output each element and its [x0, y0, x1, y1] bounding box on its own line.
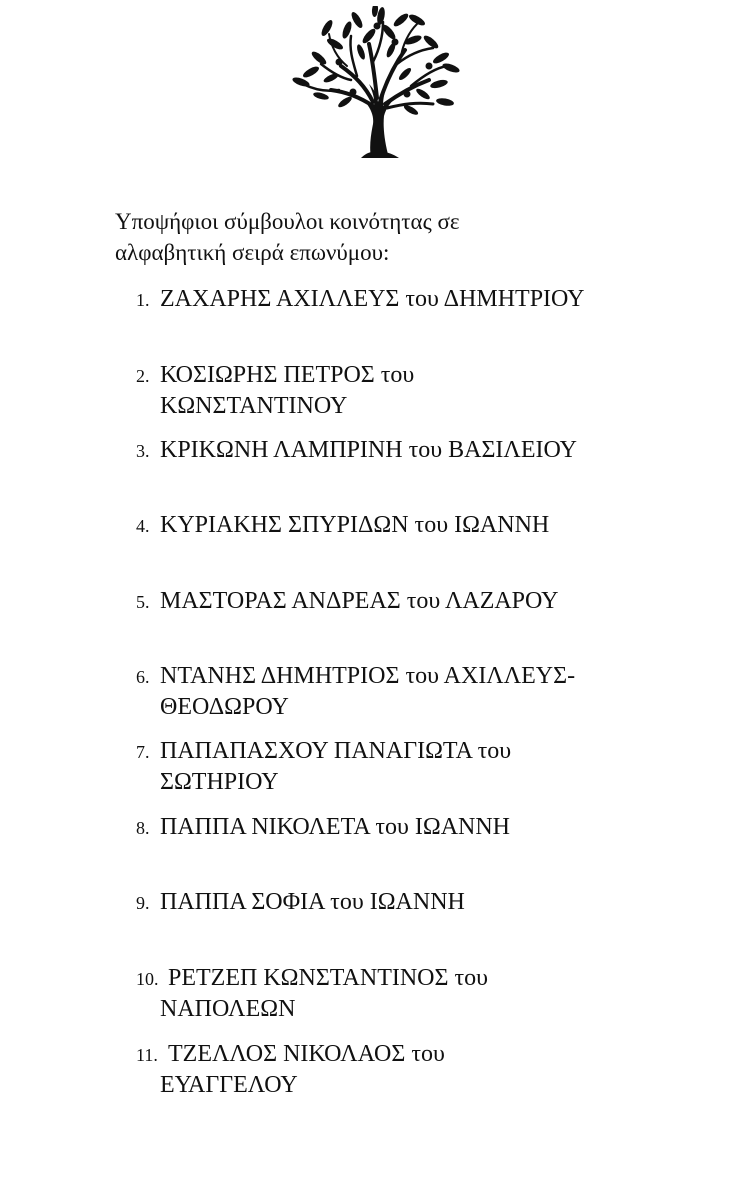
intro-line-2: αλφαβητική σειρά επωνύμου: [115, 240, 390, 265]
list-item-name: ΚΡΙΚΩΝΗ ΛΑΜΠΡΙΝΗ του ΒΑΣΙΛΕΙΟΥ [160, 437, 577, 463]
list-item-name: ΠΑΠΠΑ ΣΟΦΙΑ του ΙΩΑΝΝΗ [160, 889, 465, 915]
list-item-number: 7. [136, 742, 150, 762]
list-item-name-continued: ΝΑΠΟΛΕΩΝ [160, 996, 296, 1022]
list-item-number: 11. [136, 1045, 158, 1065]
list-item-number: 1. [136, 290, 150, 310]
list-item-name-continued: ΚΩΝΣΤΑΝΤΙΝΟΥ [160, 393, 348, 419]
list-item-name: ΜΑΣΤΟΡΑΣ ΑΝΔΡΕΑΣ του ΛΑΖΑΡΟΥ [160, 588, 559, 614]
list-item-name: ΝΤΑΝΗΣ ΔΗΜΗΤΡΙΟΣ του ΑΧΙΛΛΕΥΣ- [160, 663, 576, 689]
list-item-number: 9. [136, 893, 150, 913]
list-item-name: ΡΕΤΖΕΠ ΚΩΝΣΤΑΝΤΙΝΟΣ του [168, 965, 489, 991]
list-item-name: ΤΖΕΛΛΟΣ ΝΙΚΟΛΑΟΣ του [168, 1041, 445, 1067]
list-item-number: 6. [136, 667, 150, 687]
list-item-name-continued: ΣΩΤΗΡΙΟΥ [160, 769, 279, 795]
list-item-number: 4. [136, 516, 150, 536]
intro-line-1: Υποψήφιοι σύμβουλοι κοινότητας σε [115, 209, 460, 234]
list-item-name: ΚΟΣΙΩΡΗΣ ΠΕΤΡΟΣ του [160, 362, 415, 388]
list-item-name: ΖΑΧΑΡΗΣ ΑΧΙΛΛΕΥΣ του ΔΗΜΗΤΡΙΟΥ [160, 286, 585, 312]
list-item-name: ΚΥΡΙΑΚΗΣ ΣΠΥΡΙΔΩΝ του ΙΩΑΝΝΗ [160, 512, 550, 538]
list-item-number: 5. [136, 592, 150, 612]
list-item-number: 8. [136, 818, 150, 838]
list-item-number: 2. [136, 366, 150, 386]
list-item-name-continued: ΘΕΟΔΩΡΟΥ [160, 694, 289, 720]
list-item-name: ΠΑΠΑΠΑΣΧΟΥ ΠΑΝΑΓΙΩΤΑ του [160, 738, 512, 764]
list-item-name: ΠΑΠΠΑ ΝΙΚΟΛΕΤΑ του ΙΩΑΝΝΗ [160, 814, 511, 840]
list-item-number: 3. [136, 441, 150, 461]
list-item-name-continued: ΕΥΑΓΓΕΛΟΥ [160, 1072, 298, 1098]
list-item-number: 10. [136, 969, 159, 989]
